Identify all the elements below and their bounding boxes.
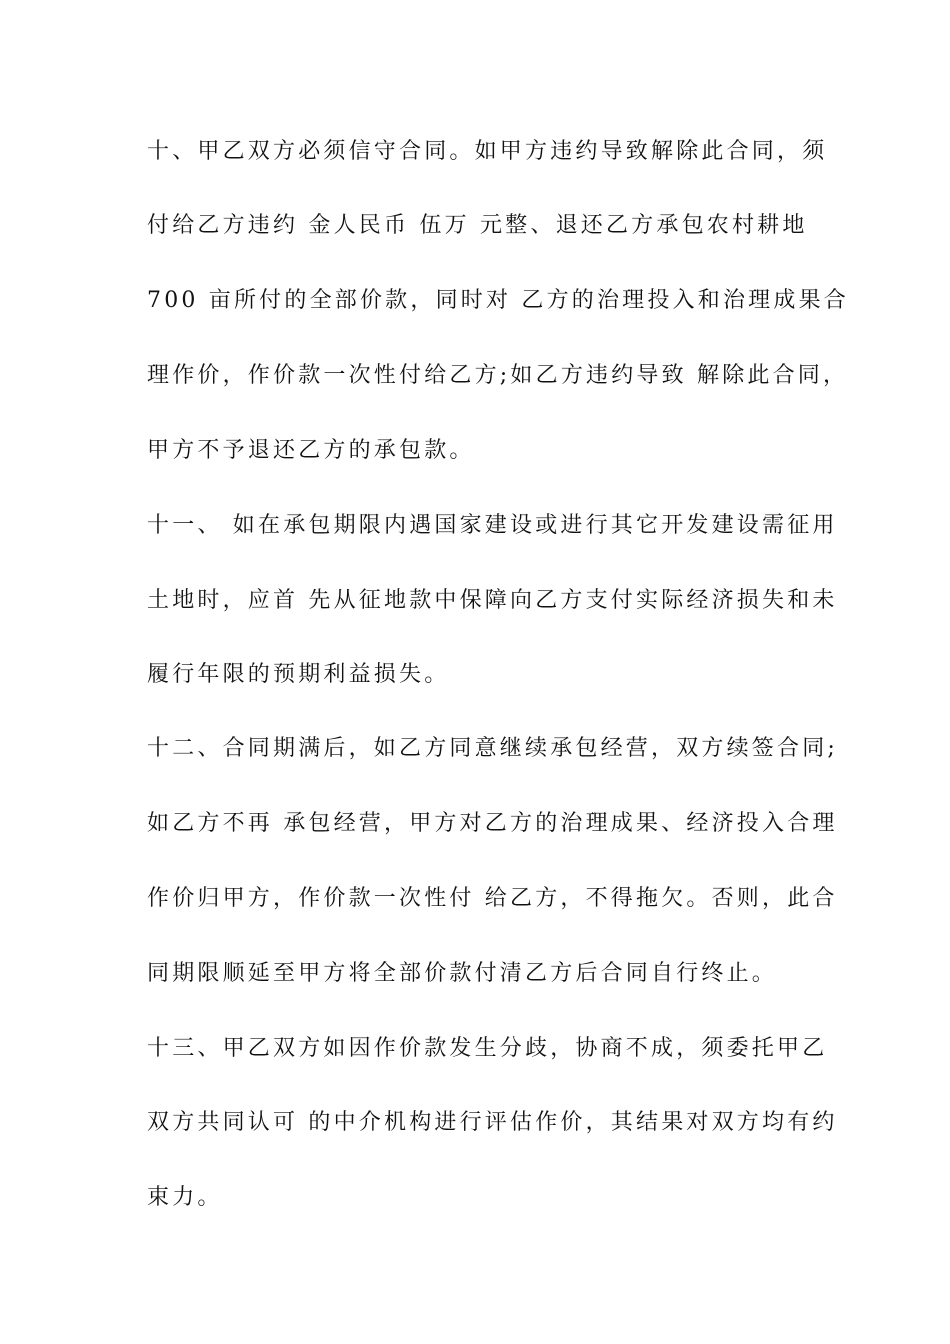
text-line: 作价归甲方，作价款一次性付 给乙方，不得拖欠。否则，此合	[147, 886, 838, 911]
text-line: 土地时，应首 先从征地款中保障向乙方支付实际经济损失和未	[147, 588, 838, 613]
text-line: 甲方不予退还乙方的承包款。	[147, 438, 475, 463]
text-line: 理作价，作价款一次性付给乙方;如乙方违约导致 解除此合同，	[147, 363, 849, 388]
text-line: 十二、合同期满后，如乙方同意继续承包经营，双方续签合同;	[147, 736, 839, 761]
text-line: 同期限顺延至甲方将全部价款付清乙方后合同自行终止。	[147, 961, 778, 986]
text-line: 十三、甲乙双方如因作价款发生分歧，协商不成，须委托甲乙	[147, 1036, 828, 1061]
text-line: 束力。	[147, 1185, 223, 1210]
text-line: 履行年限的预期利益损失。	[147, 662, 450, 687]
text-line: 700 亩所付的全部价款，同时对 乙方的治理投入和治理成果合	[147, 288, 849, 313]
text-line: 付给乙方违约 金人民币 伍万 元整、退还乙方承包农村耕地	[147, 213, 808, 238]
text-line: 双方共同认可 的中介机构进行评估作价，其结果对双方均有约	[147, 1110, 838, 1135]
text-line: 十一、 如在承包期限内遇国家建设或进行其它开发建设需征用	[147, 513, 838, 538]
text-line: 十、甲乙双方必须信守合同。如甲方违约导致解除此合同，须	[147, 139, 828, 164]
text-line: 如乙方不再 承包经营，甲方对乙方的治理成果、经济投入合理	[147, 811, 838, 836]
